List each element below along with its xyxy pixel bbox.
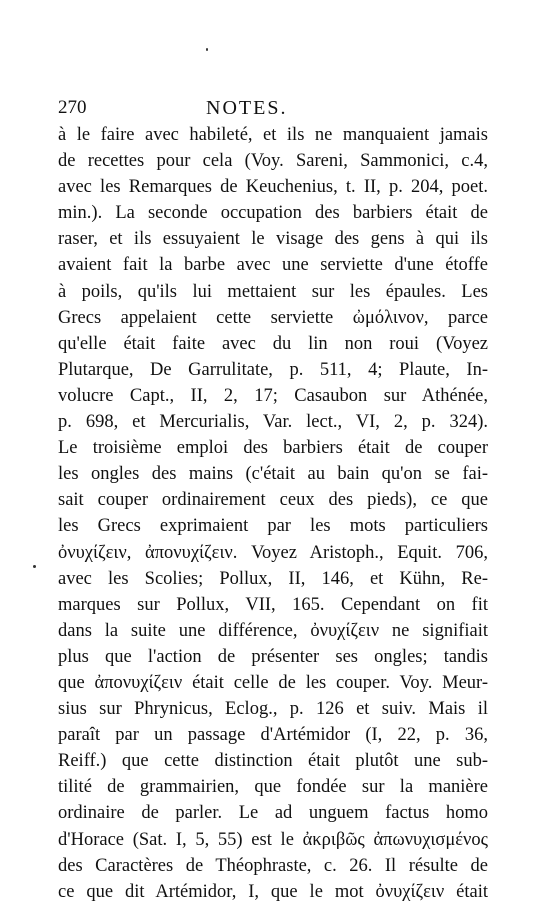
text-line: les Grecs exprimaient par les mots particuliers	[58, 516, 488, 537]
text-line: des Caractères de Théophraste, c. 26. Il résulte de	[58, 855, 488, 876]
text-line: de recettes pour cela (Voy. Sareni, Sammonici, c.4,	[58, 151, 488, 172]
page-number: 270	[58, 97, 87, 118]
text-line: marques sur Pollux, VII, 165. Cependant on fit	[58, 594, 488, 615]
running-title: NOTES.	[206, 97, 288, 119]
paper-speck	[33, 565, 36, 568]
text-line: les ongles des mains (c'était au bain qu'on se fai-	[58, 464, 488, 485]
text-line: que ἀπονυχίζειν était celle de les couper. Voy. Meur-	[58, 672, 488, 693]
text-line: sius sur Phrynicus, Eclog., p. 126 et suiv. Mais il	[58, 699, 488, 720]
text-line: plus que l'action de présenter ses ongles; tandis	[58, 646, 488, 667]
text-line: tilité de grammairien, que fondée sur la manière	[58, 777, 488, 798]
text-line: min.). La seconde occupation des barbiers était de	[58, 203, 488, 224]
text-line: avec les Remarques de Keuchenius, t. II, p. 204, poet.	[58, 177, 488, 198]
text-line: Reiff.) que cette distinction était plutôt une sub-	[58, 751, 488, 772]
text-line: dans la suite une différence, ὀνυχίζειν ne signifiait	[58, 620, 488, 641]
text-line: ὀνυχίζειν, ἀπονυχίζειν. Voyez Aristoph., Equit. 706,	[58, 542, 488, 563]
body-text	[58, 122, 488, 905]
text-line: ordinaire de parler. Le ad unguem factus homo	[58, 803, 488, 824]
text-line: paraît par un passage d'Artémidor (I, 22, p. 36,	[58, 725, 488, 746]
paper-speck	[206, 48, 208, 51]
text-line: d'Horace (Sat. I, 5, 55) est le ἀκριβῶς ἀπωνυχισμένος	[58, 829, 488, 850]
text-line: Grecs appelaient cette serviette ὠμόλινον, parce	[58, 307, 488, 328]
text-line: à le faire avec habileté, et ils ne manquaient jamais	[58, 125, 488, 145]
page-header	[58, 97, 488, 123]
text-line: ce que dit Artémidor, I, que le mot ὀνυχίζειν était	[58, 881, 488, 902]
text-line: Le troisième emploi des barbiers était de couper	[58, 438, 488, 459]
text-line: avaient fait la barbe avec une serviette d'une étoffe	[58, 255, 488, 276]
text-line: avec les Scolies; Pollux, II, 146, et Kühn, Re-	[58, 568, 488, 589]
text-line: à poils, qu'ils lui mettaient sur les épaules. Les	[58, 281, 488, 302]
text-line: Plutarque, De Garrulitate, p. 511, 4; Plaute, In-	[58, 359, 488, 380]
text-line: qu'elle était faite avec du lin non roui (Voyez	[58, 333, 488, 354]
text-line: p. 698, et Mercurialis, Var. lect., VI, 2, p. 324).	[58, 412, 488, 433]
text-line: raser, et ils essuyaient le visage des gens à qui ils	[58, 229, 488, 250]
text-line: sait couper ordinairement ceux des pieds), ce que	[58, 490, 488, 511]
text-line: volucre Capt., II, 2, 17; Casaubon sur Athénée,	[58, 385, 488, 406]
